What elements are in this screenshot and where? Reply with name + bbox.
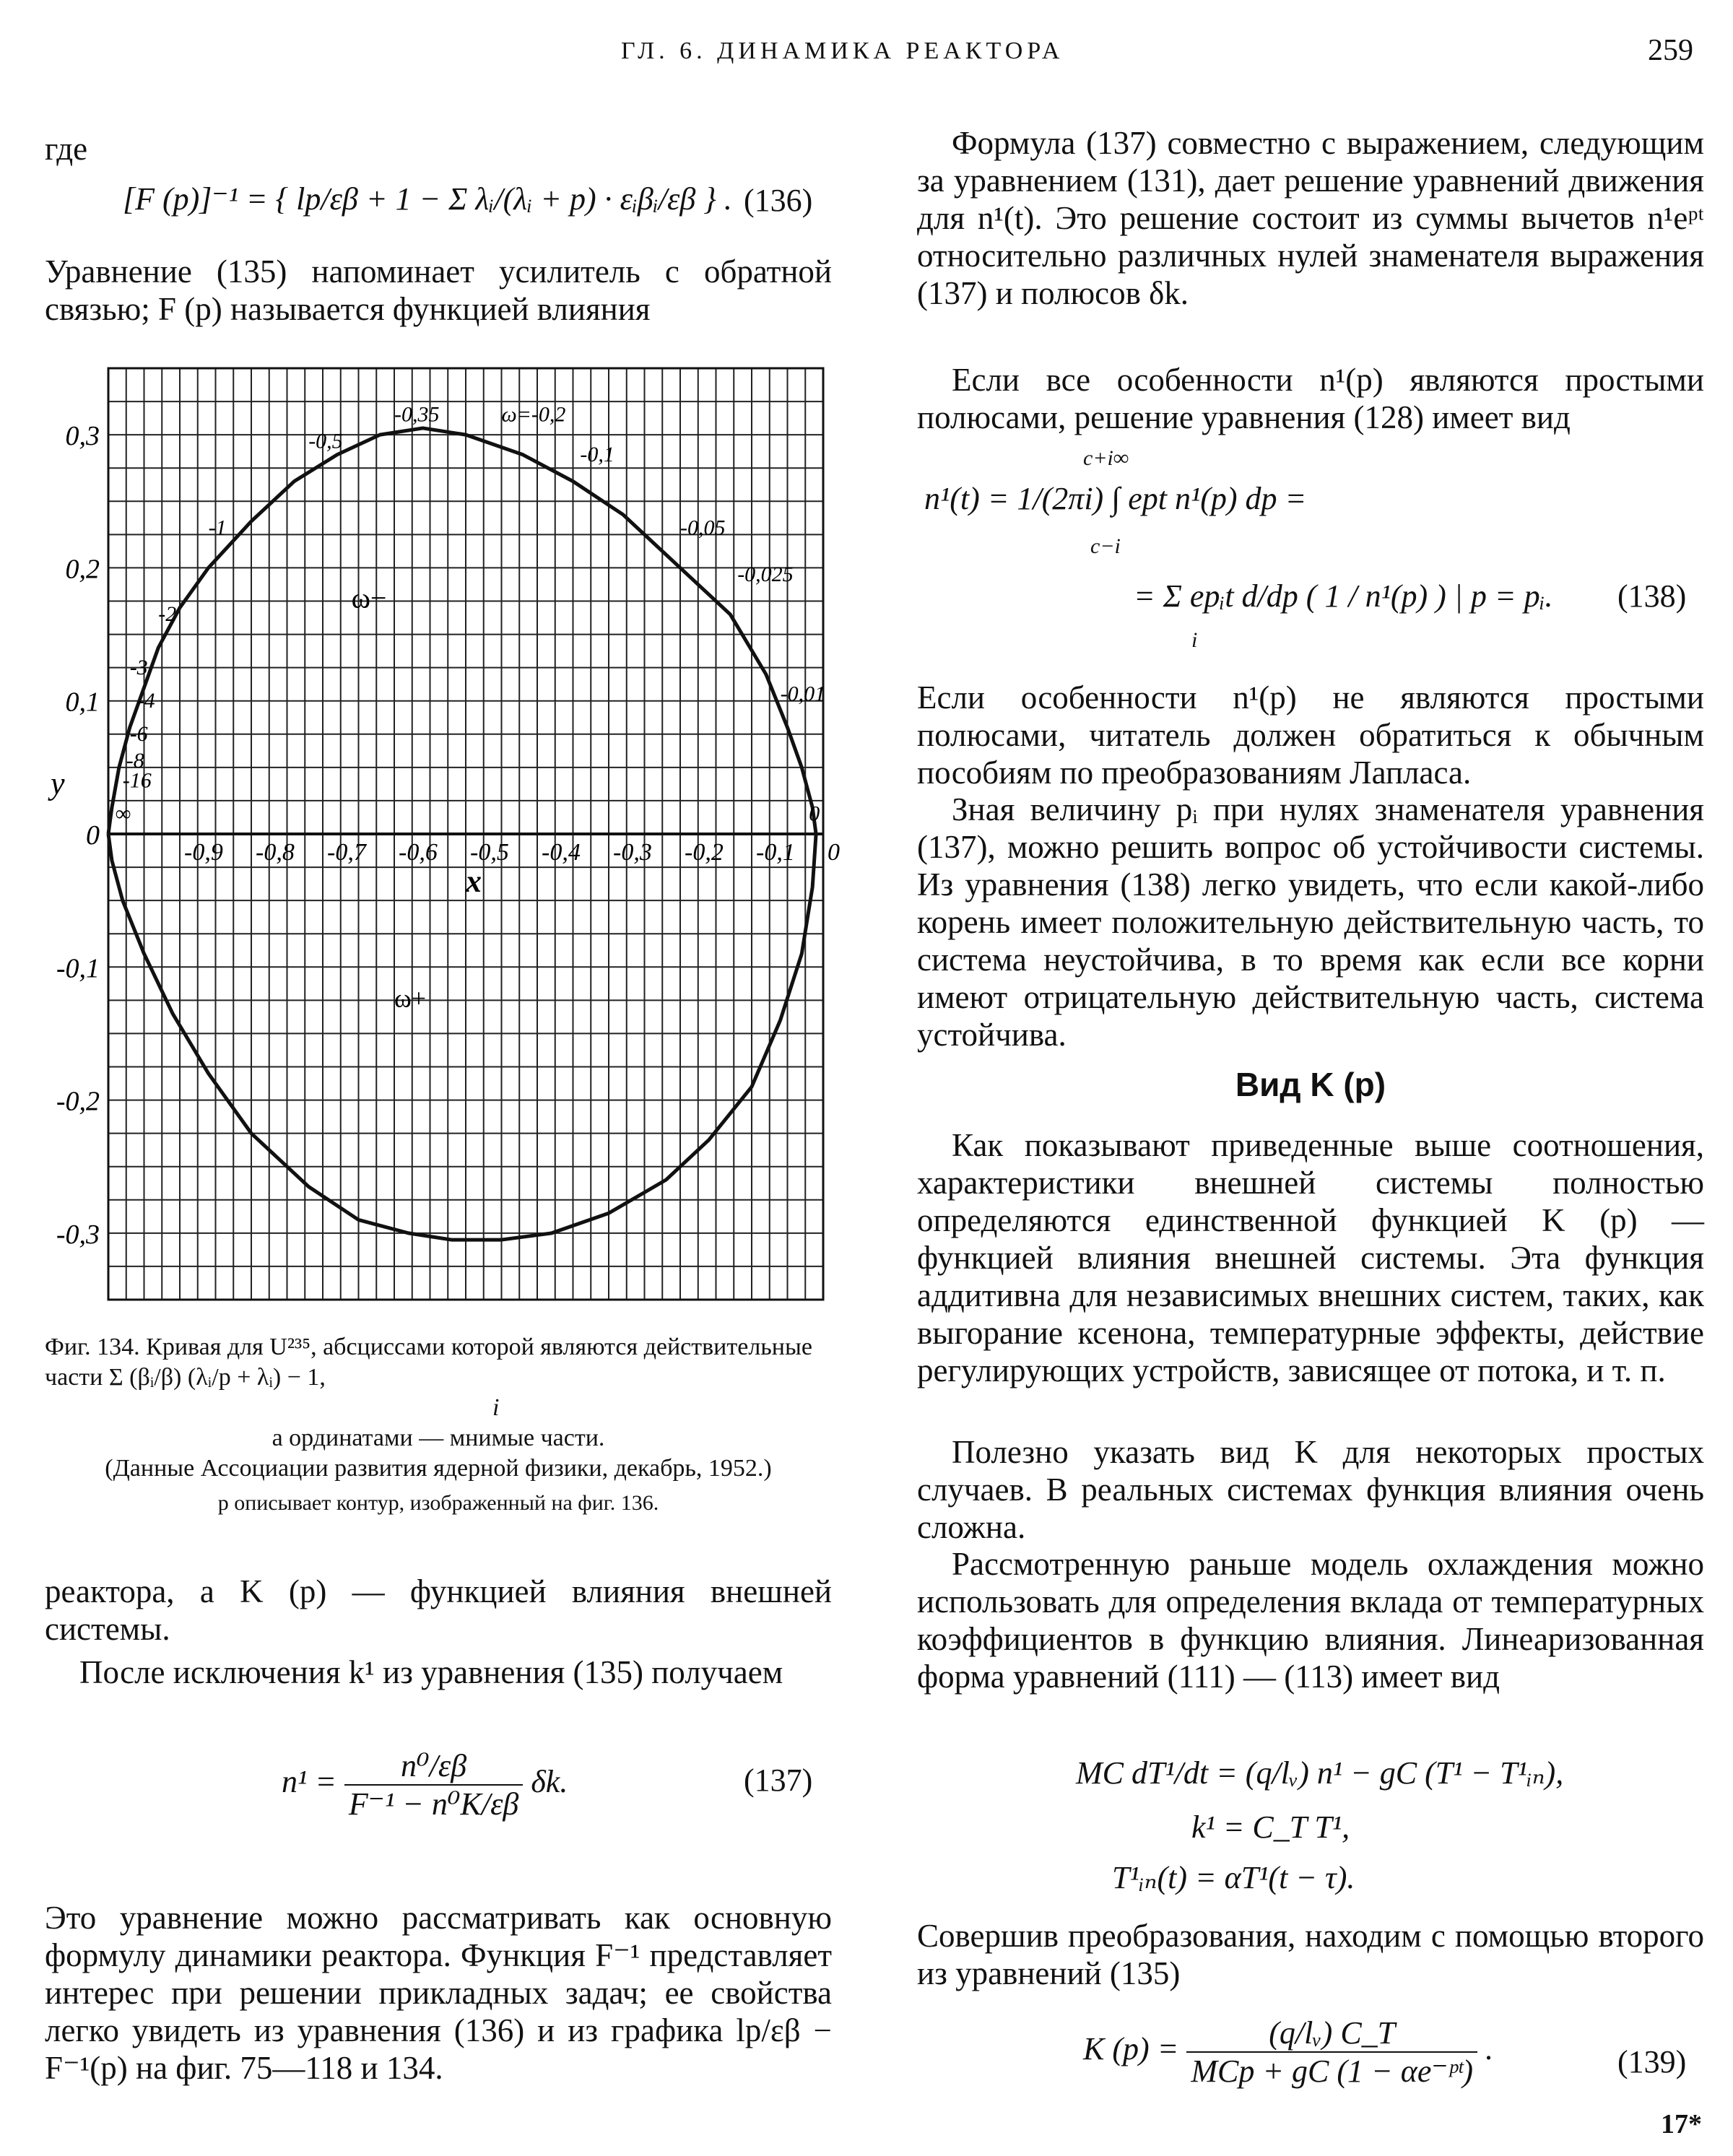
y-axis-label: y — [51, 765, 65, 801]
paragraph-left-3 — [45, 1653, 832, 1691]
eq138-upper-limit: c+i∞ — [1083, 446, 1129, 470]
eq136-number: (136) — [744, 183, 813, 218]
paragraph-right-4 — [917, 791, 1704, 1053]
equation-138-line-1: n¹(t) = 1/(2πi) ∫ ept n¹(p) dp = — [924, 481, 1307, 516]
paragraph-right-6 — [917, 1433, 1704, 1546]
omega-label: -2 — [158, 602, 177, 627]
equation-136 — [123, 181, 732, 217]
y-tick-label: -0,3 — [56, 1219, 100, 1250]
system-eq-1: MC dT¹/dt = (q/lᵥ) n¹ − gC (T¹ − T¹ᵢₙ), — [1076, 1755, 1564, 1791]
eq136-rhs: { lp/εβ + 1 − Σ λᵢ/(λᵢ + p) · εᵢβᵢ/εβ } . — [275, 181, 732, 217]
equation-139 — [1083, 2014, 1493, 2090]
region-lower-label: ω+ — [394, 983, 426, 1013]
y-tick-label: 0 — [86, 820, 100, 851]
caption-line-1-sub: i — [492, 1394, 500, 1421]
right-p8-text: Совершив преобразования, находим с помощью второго из уравнений (135) — [917, 1918, 1704, 1991]
eq139-lhs: K (p) = — [1083, 2031, 1179, 2067]
x-tick-label: -0,7 — [327, 839, 366, 866]
page-number: 259 — [1648, 34, 1693, 67]
x-tick-label: -0,2 — [685, 839, 724, 866]
eq137-numerator: n⁰/εβ — [344, 1747, 523, 1786]
eq137-number: (137) — [744, 1762, 813, 1798]
paragraph-right-5 — [917, 1126, 1704, 1389]
x-axis-label: x — [466, 864, 482, 899]
right-p7-text: Рассмотренную раньше модель охлаждения можно использовать для определения вклада от температурных коэффициентов в функцию влияния. Линеаризованная форма уравнений (111) — (113) имеет вид — [917, 1546, 1704, 1695]
y-tick-label: 0,1 — [65, 687, 100, 718]
omega-label: -0,35 — [394, 402, 440, 427]
paragraph-right-3 — [917, 679, 1704, 791]
omega-label: -0,1 — [580, 443, 614, 466]
omega-label: ∞ — [115, 801, 131, 826]
omega-label: 0 — [809, 801, 820, 826]
omega-label: -0,025 — [737, 562, 794, 586]
caption-line-1: Фиг. 134. Кривая для U²³⁵, абсциссами которой являются действительные части Σ (βᵢ/β) (λᵢ/p + λᵢ) − 1, — [45, 1334, 812, 1391]
eq137-tail: δk. — [531, 1764, 568, 1800]
eq139-denominator: MCp + gC (1 − αe⁻ᵖᵗ) — [1191, 2053, 1474, 2089]
paragraph-right-1 — [917, 124, 1704, 312]
right-p1-text: Формула (137) совместно с выражением, следующим за уравнением (131), дает решение уравнений движения для n¹(t). Это решение состоит из суммы вычетов n¹eᵖᵗ относительно различных нулей знаменателя выражения (137) и полюсов δk. — [917, 125, 1704, 311]
omega-label: -4 — [136, 688, 155, 713]
left-p2-text: реактора, а K (p) — функцией влияния внешней системы. — [45, 1573, 832, 1647]
caption-line-4: p описывает контур, изображенный на фиг. 136. — [217, 1491, 659, 1515]
y-tick-label: 0,3 — [65, 421, 100, 452]
right-p3-text: Если особенности n¹(p) не являются простыми полюсами, читатель должен обратиться к обычным пособиям по преобразованиям Лапласа. — [917, 679, 1704, 791]
where-text: где — [45, 131, 88, 167]
running-head: ГЛ. 6. ДИНАМИКА РЕАКТОРА — [621, 38, 1064, 64]
equation-137 — [282, 1747, 568, 1822]
paragraph-left-4 — [45, 1899, 832, 2087]
omega-label: -0,05 — [680, 516, 726, 540]
omega-label: -3 — [129, 655, 148, 679]
x-tick-label: -0,8 — [256, 839, 295, 866]
curve-omega-plus — [108, 834, 816, 1240]
curve-omega-minus — [108, 428, 816, 834]
y-tick-label: -0,1 — [56, 953, 100, 984]
paragraph-right-8 — [917, 1917, 1704, 1992]
omega-label: -16 — [122, 768, 152, 793]
omega-label: -8 — [126, 748, 144, 773]
right-p5-text: Как показывают приведенные выше соотношения, характеристики внешней системы полностью определяются единственной функцией K (p) — функцией влияния внешней системы. Эта функция аддитивна для независимых внешних систем, таких, как выгорание ксенона, температурные эффекты, действие регулирующих устройств, зависящее от потока, и т. п. — [917, 1127, 1704, 1388]
eq138-lower-limit: c−i — [1090, 534, 1121, 558]
signature-mark: 17* — [1661, 2109, 1702, 2139]
omega-label: -6 — [129, 722, 148, 746]
y-tick-label: 0,2 — [65, 554, 100, 585]
region-upper-label: ω− — [351, 581, 387, 614]
paragraph-left-2 — [45, 1573, 832, 1648]
eq139-number: (139) — [1617, 2044, 1687, 2079]
x-tick-label: -0,4 — [542, 839, 581, 866]
omega-label: ω=-0,2 — [501, 402, 566, 427]
left-p4-text: Это уравнение можно рассматривать как основную формулу динамики реактора. Функция F⁻¹ представляет интерес при решении прикладных задач; ее свойства легко увидеть из уравнения (136) и из графика lp/εβ − F⁻¹(p) на фиг. 75—118 и 134. — [45, 1900, 832, 2086]
section-heading: Вид K (p) — [1235, 1066, 1386, 1103]
left-p1-text: Уравнение (135) напоминает усилитель с обратной связью; F (p) называется функцией влияния — [45, 253, 832, 327]
eq137-lhs: n¹ = — [282, 1764, 336, 1800]
system-eq-2: k¹ = C_T T¹, — [1191, 1809, 1350, 1845]
right-p2-text: Если все особенности n¹(p) являются простыми полюсами, решение уравнения (128) имеет вид — [917, 362, 1704, 435]
eq138-number: (138) — [1617, 578, 1687, 614]
x-tick-label: -0,3 — [613, 839, 652, 866]
system-eq-3: T¹ᵢₙ(t) = αT¹(t − τ). — [1112, 1860, 1355, 1895]
left-p3-text: После исключения k¹ из уравнения (135) получаем — [79, 1654, 783, 1690]
paragraph-left-1 — [45, 253, 832, 328]
right-p6-text: Полезно указать вид K для некоторых простых случаев. В реальных системах функция влияния очень сложна. — [917, 1434, 1704, 1545]
x-tick-label: 0 — [828, 839, 840, 866]
eq139-numerator: (q/lᵥ) C_T — [1186, 2014, 1477, 2053]
right-p4-text: Зная величину pᵢ при нулях знаменателя уравнения (137), можно решить вопрос об устойчивости системы. Из уравнения (138) легко увидеть, что если какой-либо корень имеет положительную действительную часть, то система неустойчива, в то время как если все корни имеют отрицательную действительную часть, система устойчива. — [917, 791, 1704, 1053]
omega-label: -0,01 — [780, 682, 826, 706]
x-tick-label: -0,9 — [184, 839, 223, 866]
x-tick-label: -0,6 — [399, 839, 438, 866]
chart-omega-labels — [116, 403, 825, 826]
caption-line-3: (Данные Ассоциации развития ядерной физики, декабрь, 1952.) — [105, 1455, 772, 1482]
x-tick-label: -0,5 — [470, 839, 509, 866]
equation-138-line-2: = Σ epᵢt d/dp ( 1 / n¹(p) ) | p = pᵢ. — [1134, 578, 1553, 614]
y-tick-label: -0,2 — [56, 1086, 100, 1117]
page-header — [0, 33, 1733, 77]
omega-label: -1 — [208, 516, 227, 540]
paragraph-right-7 — [917, 1545, 1704, 1695]
eq139-tail: . — [1485, 2031, 1494, 2067]
eq137-denominator: F⁻¹ − n⁰K/εβ — [348, 1786, 519, 1822]
figure-caption — [45, 1332, 832, 1518]
eq136-lhs: [F (p)]⁻¹ = — [123, 181, 268, 217]
x-tick-label: -0,1 — [756, 839, 795, 866]
where-word — [45, 130, 832, 168]
eq138-sum-index: i — [1191, 628, 1198, 652]
figure-134-chart — [43, 361, 838, 1321]
eq139-fraction — [1186, 2014, 1477, 2090]
paragraph-right-2 — [917, 361, 1704, 436]
omega-label: -0,5 — [308, 429, 343, 453]
eq137-fraction — [344, 1747, 523, 1822]
caption-line-2: а ординатами — мнимые части. — [272, 1425, 605, 1451]
